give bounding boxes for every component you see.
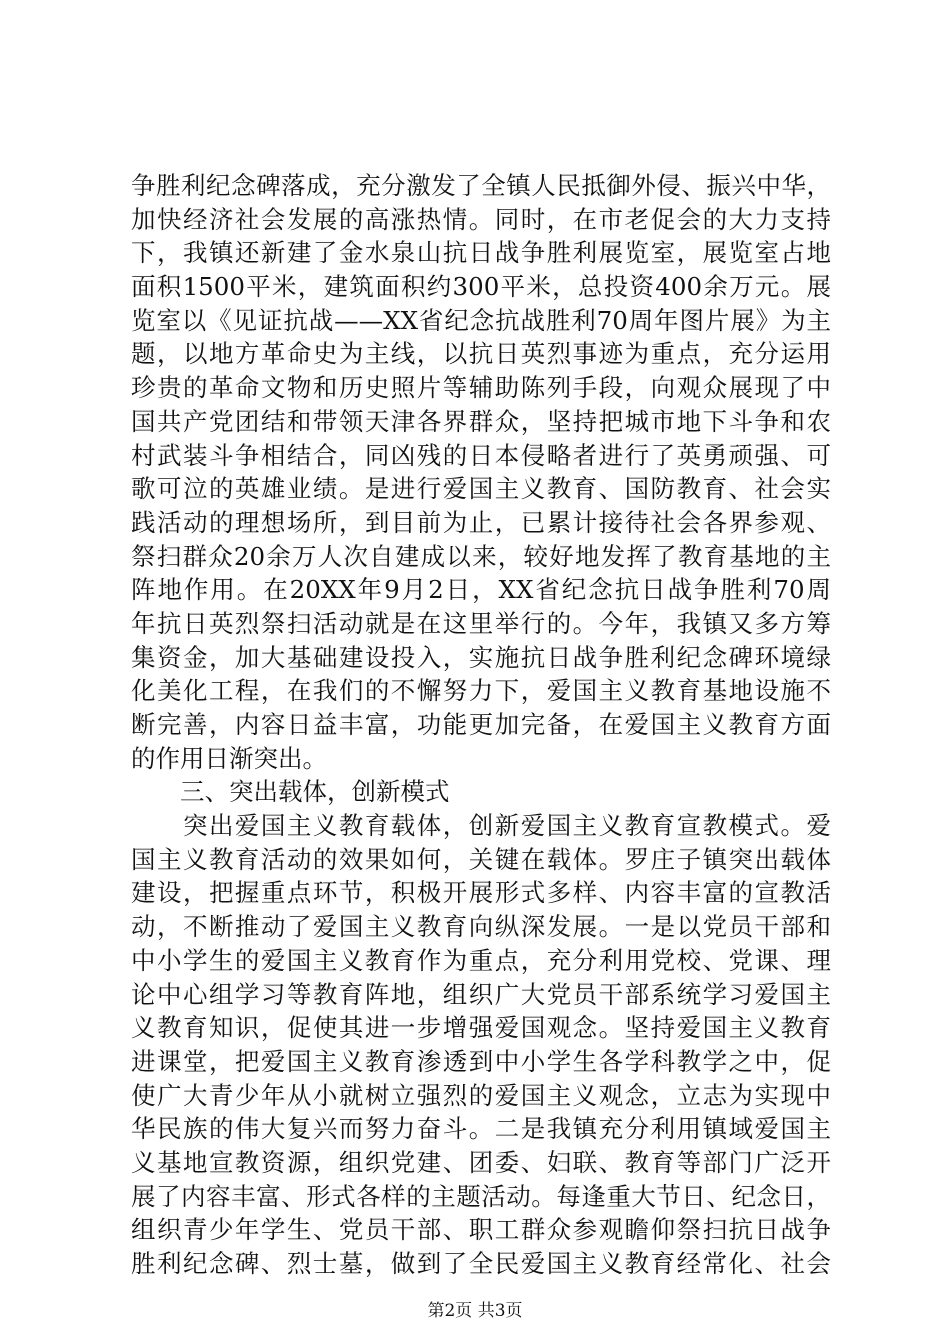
text-line: 题，以地方革命史为主线，以抗日英烈事迹为重点，充分运用 — [131, 339, 831, 369]
text-line: 览室以《见证抗战——XX省纪念抗战胜利70周年图片展》为主 — [131, 305, 831, 335]
text-line: 祭扫群众20余万人次自建成以来，较好地发挥了教育基地的主 — [131, 541, 831, 571]
text-line: 下，我镇还新建了金水泉山抗日战争胜利展览室，展览室占地 — [131, 238, 831, 268]
text-line: 村武装斗争相结合，同凶残的日本侵略者进行了英勇顽强、可 — [131, 440, 831, 470]
text-line: 国主义教育活动的效果如何，关键在载体。罗庄子镇突出载体 — [131, 844, 831, 874]
text-line: 进课堂，把爱国主义教育渗透到中小学生各学科教学之中，促 — [131, 1046, 831, 1076]
text-line: 集资金，加大基础建设投入，实施抗日战争胜利纪念碑环境绿 — [131, 642, 831, 672]
text-line: 华民族的伟大复兴而努力奋斗。二是我镇充分利用镇域爱国主 — [131, 1114, 831, 1144]
text-line: 突出爱国主义教育载体，创新爱国主义教育宣教模式。爱 — [131, 811, 831, 841]
text-line: 中小学生的爱国主义教育作为重点，充分利用党校、党课、理 — [131, 945, 831, 975]
text-line: 阵地作用。在20XX年9月2日，XX省纪念抗日战争胜利70周 — [131, 575, 831, 605]
text-line: 面积1500平米，建筑面积约300平米，总投资400余万元。展 — [131, 272, 831, 302]
page-number-footer: 第2页 共3页 — [427, 1301, 523, 1321]
text-line: 展了内容丰富、形式各样的主题活动。每逢重大节日、纪念日， — [131, 1181, 831, 1211]
text-line: 珍贵的革命文物和历史照片等辅助陈列手段，向观众展现了中 — [131, 373, 831, 403]
text-line: 践活动的理想场所，到目前为止，已累计接待社会各界参观、 — [131, 507, 831, 537]
text-line: 断完善，内容日益丰富，功能更加完备，在爱国主义教育方面 — [131, 710, 831, 739]
text-line: 动，不断推动了爱国主义教育向纵深发展。一是以党员干部和 — [131, 912, 831, 942]
text-line: 义教育知识，促使其进一步增强爱国观念。坚持爱国主义教育 — [131, 1013, 831, 1043]
text-line: 论中心组学习等教育阵地，组织广大党员干部系统学习爱国主 — [131, 979, 831, 1009]
text-line: 化美化工程，在我们的不懈努力下，爱国主义教育基地设施不 — [131, 676, 831, 706]
text-line: 建设，把握重点环节，积极开展形式多样、内容丰富的宣教活 — [131, 878, 831, 908]
text-line: 加快经济社会发展的高涨热情。同时，在市老促会的大力支持 — [131, 204, 831, 234]
text-line: 的作用日渐突出。 — [131, 743, 327, 773]
text-line: 使广大青少年从小就树立强烈的爱国主义观念，立志为实现中 — [131, 1080, 831, 1110]
body-text — [131, 169, 831, 1281]
text-line: 义基地宣教资源，组织党建、团委、妇联、教育等部门广泛开 — [131, 1147, 831, 1177]
text-line: 国共产党团结和带领天津各界群众，坚持把城市地下斗争和农 — [131, 406, 831, 436]
section-heading: 三、突出载体，创新模式 — [131, 777, 450, 807]
text-line: 胜利纪念碑、烈士墓，做到了全民爱国主义教育经常化、社会 — [131, 1249, 831, 1278]
text-line: 组织青少年学生、党员干部、职工群众参观瞻仰祭扫抗日战争 — [131, 1215, 831, 1245]
text-line: 歌可泣的英雄业绩。是进行爱国主义教育、国防教育、社会实 — [131, 474, 831, 504]
text-line: 年抗日英烈祭扫活动就是在这里举行的。今年，我镇又多方筹 — [131, 608, 831, 638]
text-line: 争胜利纪念碑落成，充分激发了全镇人民抵御外侵、振兴中华， — [131, 171, 831, 200]
